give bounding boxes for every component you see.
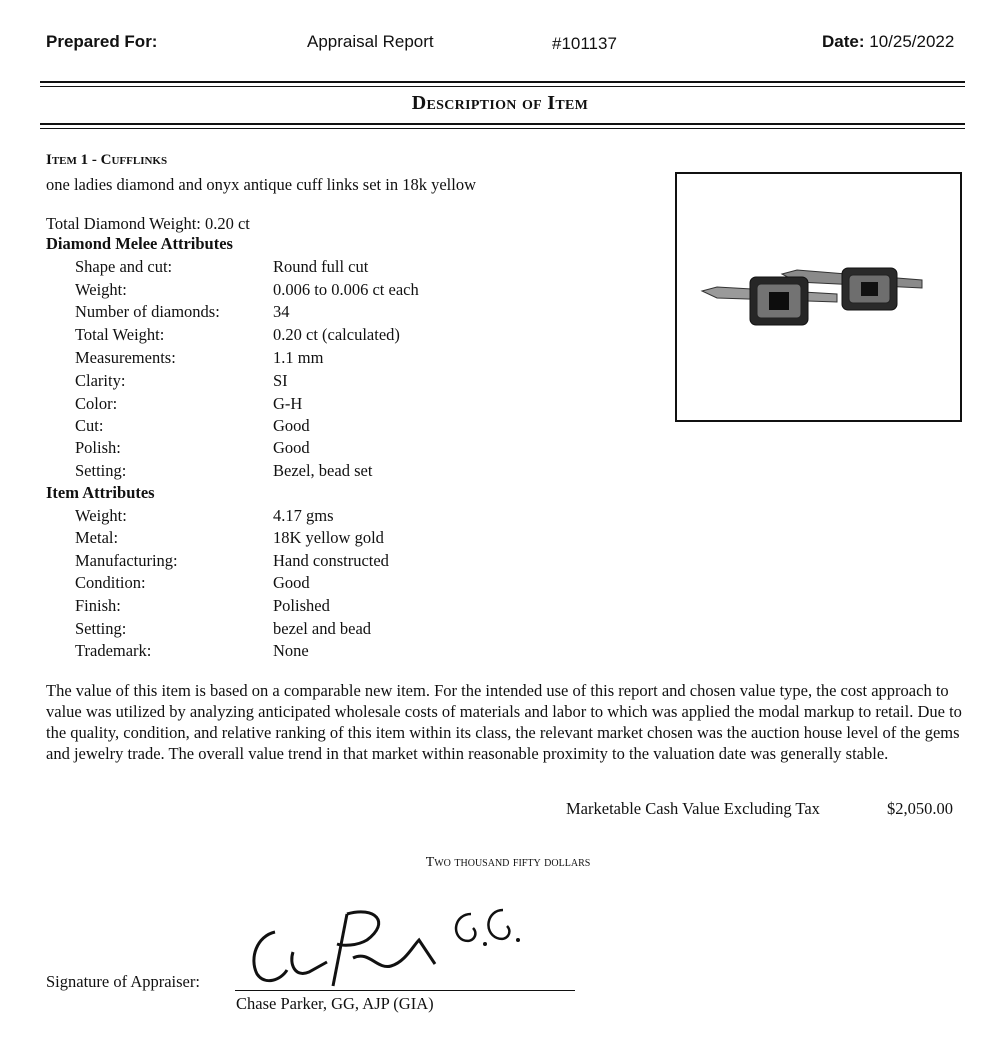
title-rule-bottom — [40, 128, 965, 129]
melee-label-cut: Cut: — [75, 416, 104, 435]
date-label: Date: — [822, 32, 865, 51]
valuation-paragraph: The value of this item is based on a comparable new item. For the intended use of this report and chosen value type, the cost approach to value was utilized by analyzing anticipated wholesale costs of materials and labor to which was applied the modal markup to retail. Due to the quality, condition, and relative ranking of this item within its class, the relevant market chosen was the auction house level of the gems and jewelry trade. The overall value trend in that market within reasonable proximity to the valuation date was generally stable. — [46, 681, 962, 763]
item-photo — [675, 172, 962, 422]
melee-label-count: Number of diamonds: — [75, 302, 220, 321]
melee-value-measurements: 1.1 mm — [273, 348, 324, 367]
melee-value-color: G-H — [273, 394, 303, 413]
item-label-metal: Metal: — [75, 528, 119, 547]
report-type: Appraisal Report — [307, 32, 434, 51]
item-value-trademark: None — [273, 641, 309, 660]
report-number: #101137 — [552, 34, 617, 53]
onyx-center — [861, 282, 878, 296]
handwritten-signature — [235, 900, 535, 990]
melee-label-shape: Shape and cut: — [75, 257, 173, 276]
item-value-finish: Polished — [273, 596, 330, 615]
item-heading: Item 1 - Cufflinks — [46, 152, 168, 168]
item-attributes-heading: Item Attributes — [46, 483, 155, 502]
melee-label-clarity: Clarity: — [75, 371, 126, 390]
melee-label-setting: Setting: — [75, 461, 127, 480]
title-rule-top — [40, 123, 965, 125]
appraiser-name: Chase Parker, GG, AJP (GIA) — [236, 994, 434, 1013]
item-value-condition: Good — [273, 573, 310, 592]
item-label-manufacturing: Manufacturing: — [75, 551, 178, 570]
melee-value-setting: Bezel, bead set — [273, 461, 373, 480]
item-label-condition: Condition: — [75, 573, 146, 592]
melee-label-polish: Polish: — [75, 438, 121, 457]
prepared-for-label: Prepared For: — [46, 32, 158, 51]
item-value-metal: 18K yellow gold — [273, 528, 384, 547]
melee-label-color: Color: — [75, 394, 118, 413]
date-value: 10/25/2022 — [869, 32, 955, 51]
header-rule-bottom — [40, 86, 965, 87]
signature-label: Signature of Appraiser: — [46, 972, 200, 991]
value-label: Marketable Cash Value Excluding Tax — [566, 799, 820, 818]
melee-value-polish: Good — [273, 438, 310, 457]
melee-value-total-weight: 0.20 ct (calculated) — [273, 325, 400, 344]
header-rule-top — [40, 81, 965, 83]
melee-value-weight: 0.006 to 0.006 ct each — [273, 280, 419, 299]
melee-label-measurements: Measurements: — [75, 348, 176, 367]
item-label-trademark: Trademark: — [75, 641, 152, 660]
melee-value-shape: Round full cut — [273, 257, 369, 276]
report-date — [822, 32, 954, 52]
cufflinks-image — [677, 174, 960, 420]
total-diamond-weight: Total Diamond Weight: 0.20 ct — [46, 214, 250, 233]
melee-value-clarity: SI — [273, 371, 288, 390]
value-amount: $2,050.00 — [887, 799, 953, 818]
melee-label-total-weight: Total Weight: — [75, 325, 165, 344]
diamond-melee-heading: Diamond Melee Attributes — [46, 234, 233, 253]
item-value-manufacturing: Hand constructed — [273, 551, 389, 570]
item-value-setting: bezel and bead — [273, 619, 372, 638]
value-in-words: Two thousand fifty dollars — [425, 855, 591, 870]
section-title: Description of Item — [411, 92, 589, 114]
item-label-weight: Weight: — [75, 506, 127, 525]
melee-label-weight: Weight: — [75, 280, 127, 299]
melee-value-cut: Good — [273, 416, 310, 435]
signature-line — [235, 990, 575, 991]
onyx-center — [769, 292, 789, 310]
item-label-setting: Setting: — [75, 619, 127, 638]
item-value-weight: 4.17 gms — [273, 506, 334, 525]
item-label-finish: Finish: — [75, 596, 121, 615]
melee-value-count: 34 — [273, 302, 290, 321]
item-description: one ladies diamond and onyx antique cuff links set in 18k yellow — [46, 175, 476, 194]
